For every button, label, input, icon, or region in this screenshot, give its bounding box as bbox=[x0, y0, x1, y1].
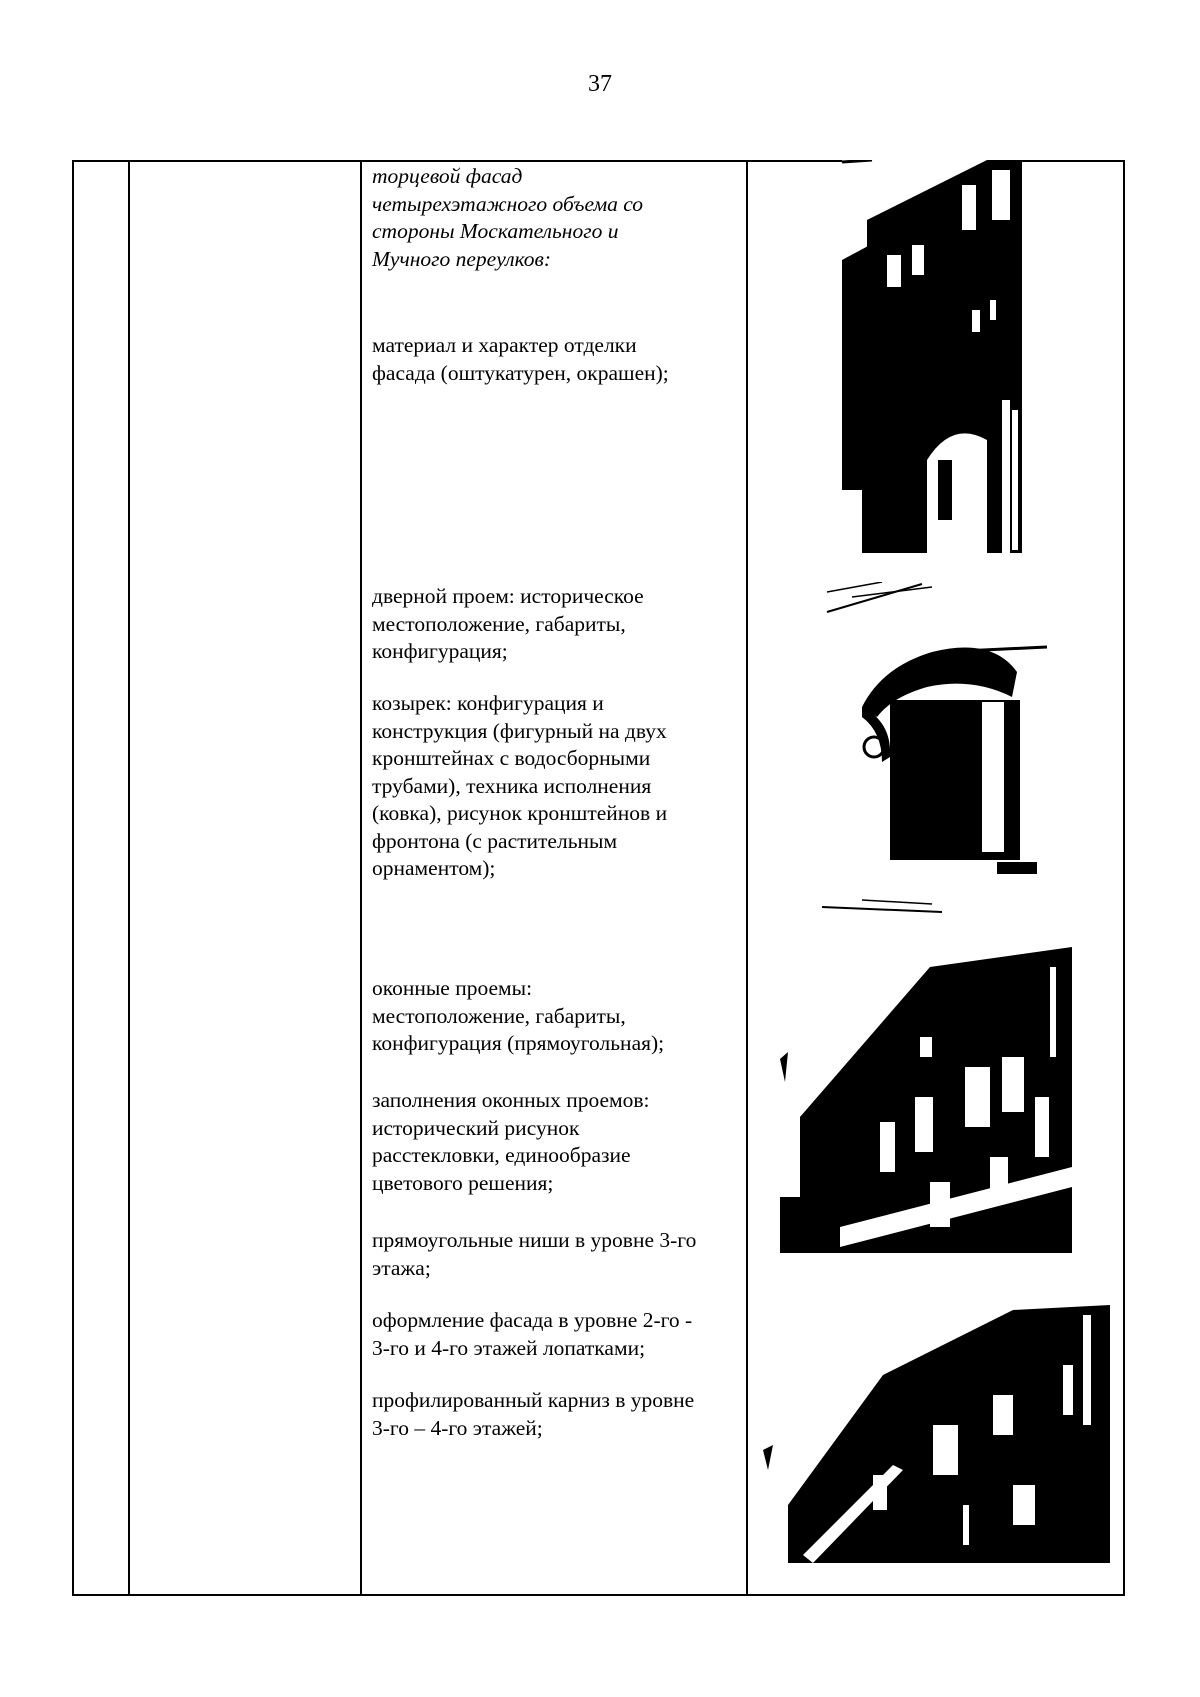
niches bbox=[372, 1227, 739, 1282]
building-corner-photo bbox=[842, 160, 1022, 553]
text-line: козырек: конфигурация и bbox=[372, 691, 604, 715]
canopy bbox=[372, 690, 739, 883]
text-line: 3-го – 4-го этажей; bbox=[372, 1415, 543, 1440]
text-line: расстекловки, единообразие bbox=[372, 1143, 631, 1167]
column-divider-2 bbox=[360, 160, 362, 1596]
text-line: кронштейнах с водосборными bbox=[372, 746, 651, 770]
text-line: конфигурация (прямоугольная); bbox=[372, 1031, 665, 1055]
text-line: фасада (оштукатурен, окрашен); bbox=[372, 360, 669, 385]
table-bottom-border bbox=[72, 1594, 1125, 1596]
text-line: 3-го и 4-го этажей лопатками; bbox=[372, 1335, 646, 1360]
text-line: заполнения оконных проемов: bbox=[372, 1088, 650, 1112]
text-line: этажа; bbox=[372, 1255, 431, 1280]
text-line: (ковка), рисунок кронштейнов и bbox=[372, 801, 668, 825]
description-column bbox=[372, 160, 739, 1590]
text-line: четырехэтажного объема со bbox=[372, 191, 644, 216]
text-line: цветового решения; bbox=[372, 1170, 554, 1195]
text-line: оформление фасада в уровне 2-го - bbox=[372, 1308, 693, 1332]
text-line: орнаментом); bbox=[372, 856, 496, 880]
text-line: прямоугольные ниши в уровне 3-го bbox=[372, 1228, 697, 1252]
door-canopy-photo bbox=[822, 582, 1052, 917]
text-line: местоположение, габариты, bbox=[372, 611, 626, 636]
facade-heading bbox=[372, 163, 739, 273]
text-line: оконные проемы: bbox=[372, 976, 533, 1000]
text-line: конфигурация; bbox=[372, 639, 508, 663]
text-line: стороны Москательного и bbox=[372, 219, 619, 243]
text-line: фронтона (с растительным bbox=[372, 828, 618, 853]
text-line: Мучного переулков: bbox=[372, 246, 552, 271]
text-line: дверной проем: историческое bbox=[372, 584, 644, 608]
facade-material bbox=[372, 332, 739, 387]
text-line: торцевой фасад bbox=[372, 164, 523, 188]
text-line: исторический рисунок bbox=[372, 1115, 580, 1140]
facade-cornice-photo bbox=[763, 1305, 1110, 1563]
table-border-right bbox=[1123, 160, 1125, 1596]
pilasters bbox=[372, 1307, 739, 1362]
door-opening bbox=[372, 583, 739, 666]
column-divider-1 bbox=[128, 160, 130, 1596]
table-border-left bbox=[72, 160, 74, 1596]
text-line: материал и характер отделки bbox=[372, 333, 637, 357]
text-line: конструкция (фигурный на двух bbox=[372, 718, 667, 743]
facade-windows-photo bbox=[780, 947, 1072, 1253]
text-line: профилированный карниз в уровне bbox=[372, 1388, 695, 1412]
page-number: 37 bbox=[588, 71, 612, 97]
cornice bbox=[372, 1387, 739, 1442]
window-fillings bbox=[372, 1087, 739, 1197]
text-line: трубами), техника исполнения bbox=[372, 773, 652, 798]
window-openings bbox=[372, 975, 739, 1058]
text-line: местоположение, габариты, bbox=[372, 1003, 626, 1028]
column-divider-3 bbox=[746, 160, 748, 1596]
